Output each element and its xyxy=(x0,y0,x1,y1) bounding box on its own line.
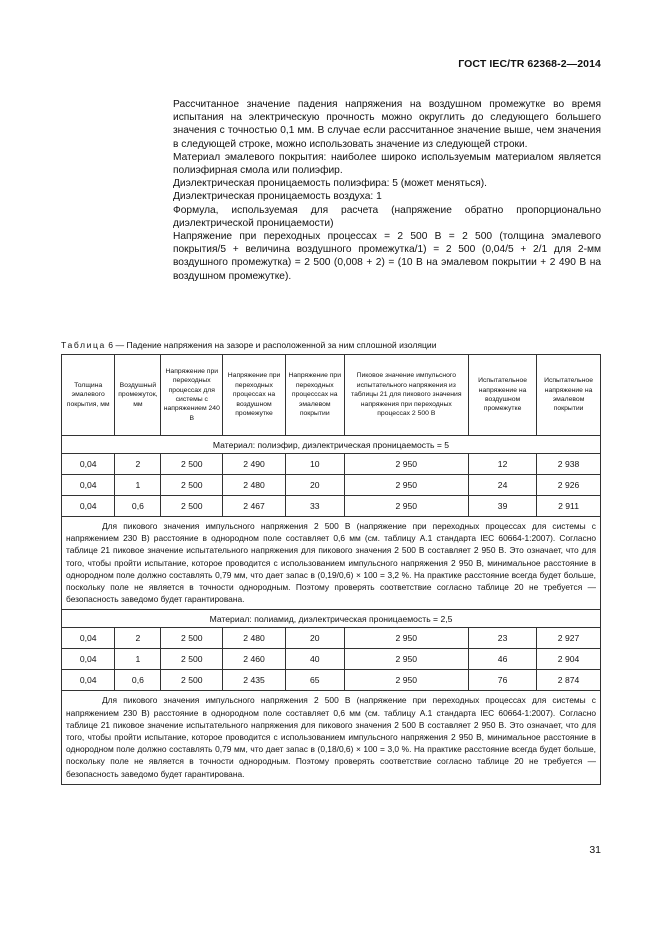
intro-paragraph: Диэлектрическая проницаемость полиэфира: 5 (может меняться). xyxy=(173,178,487,190)
voltage-drop-table xyxy=(61,354,601,785)
table-cell: 2 490 xyxy=(223,454,286,475)
material-row xyxy=(62,436,601,454)
table-cell: 0,04 xyxy=(62,628,115,649)
table-cell: 0,04 xyxy=(62,649,115,670)
table-header-row xyxy=(62,355,601,436)
table-row xyxy=(62,475,601,496)
table-caption-label: Таблица xyxy=(61,340,106,350)
note-row xyxy=(62,691,601,784)
material-row xyxy=(62,610,601,628)
col-header-air-gap: Воздушный промежуток, мм xyxy=(115,355,161,436)
table-cell: 2 950 xyxy=(344,649,469,670)
table-cell: 39 xyxy=(469,496,537,517)
table-cell: 0,04 xyxy=(62,475,115,496)
table-cell: 2 904 xyxy=(537,649,601,670)
table-caption-text: 6 — Падение напряжения на зазоре и расположенной за ним сплошной изоляции xyxy=(105,340,437,350)
table-cell: 40 xyxy=(285,649,344,670)
table-cell: 0,6 xyxy=(115,496,161,517)
table-cell: 2 500 xyxy=(161,475,223,496)
table-cell: 2 926 xyxy=(537,475,601,496)
col-header-test-voltage-gap: Испытательное напряжение на воздушном промежутке xyxy=(469,355,537,436)
table-note-text: Для пикового значения импульсного напряжения 2 500 В (напряжение при переходных процессах для системы с напряжением 230 В) расстояние в однородном поле составляет 0,6 мм (см. таблицу А.1 стандарта IEC 60664-1:2007). Согласно таблице 21 пиковое значение испытательного напряжения для пикового значения 2 500 В составляет 2 950 В. Это означает, что для того, чтобы пройти испытание, которое проводится с использованием импульсного напряжения 2 950 В, минимальное расстояние в однородном поле должно составлять 0,79 мм, что дает запас в (0,19/0,6) × 100 = 3,2 %. На практике расстояние всегда будет больше, поскольку поле не является в точности однородным. Поэтому проверять соответствие согласно таблице 20 не требуется — безопасность заведомо будет гарантирована. xyxy=(66,521,596,605)
table-cell: 2 480 xyxy=(223,628,286,649)
table-cell: 2 480 xyxy=(223,475,286,496)
table-cell: 1 xyxy=(115,475,161,496)
intro-text xyxy=(173,98,601,283)
table-cell: 2 435 xyxy=(223,670,286,691)
table-cell: 76 xyxy=(469,670,537,691)
table-cell: 2 927 xyxy=(537,628,601,649)
table-note-text: Для пикового значения импульсного напряжения 2 500 В (напряжение при переходных процессах для системы с напряжением 230 В) расстояние в однородном поле составляет 0,6 мм (см. таблицу А.1 стандарта IEC 60664-1:2007). Согласно таблице 21 пиковое значение испытательного напряжения для пикового значения 2 500 В составляет 2 950 В. Это означает, что для того, чтобы пройти испытание, которое проводится с использованием импульсного напряжения 2 950 В, минимальное расстояние в однородном поле должно составлять 0,79 мм, что дает запас в (0,18/0,6) × 100 = 3,0 %. На практике расстояние всегда будет больше, поскольку поле не является в точности однородным. Поэтому проверять соответствие согласно таблице 20 не требуется — безопасность заведомо будет гарантирована. xyxy=(66,695,596,779)
table-cell: 46 xyxy=(469,649,537,670)
table-note xyxy=(62,517,601,610)
intro-paragraph: Диэлектрическая проницаемость воздуха: 1 xyxy=(173,191,382,203)
table-cell: 24 xyxy=(469,475,537,496)
table-cell: 2 950 xyxy=(344,670,469,691)
document-code: ГОСТ IEC/TR 62368-2—2014 xyxy=(458,58,601,70)
table-cell: 0,6 xyxy=(115,670,161,691)
table-cell: 2 500 xyxy=(161,454,223,475)
table-row xyxy=(62,628,601,649)
table-cell: 2 460 xyxy=(223,649,286,670)
table-cell: 0,04 xyxy=(62,670,115,691)
table-cell: 2 950 xyxy=(344,454,469,475)
note-row xyxy=(62,517,601,610)
material-label: Материал: полиэфир, диэлектрическая проницаемость = 5 xyxy=(62,436,601,454)
table-cell: 2 500 xyxy=(161,649,223,670)
col-header-peak-test-voltage: Пиковое значение импульсного испытательного напряжения из таблицы 21 для пикового значения напряжения при переходных процессах 2 500 В xyxy=(344,355,469,436)
table-row xyxy=(62,454,601,475)
material-label: Материал: полиамид, диэлектрическая проницаемость = 2,5 xyxy=(62,610,601,628)
table-cell: 2 500 xyxy=(161,496,223,517)
table-cell: 20 xyxy=(285,628,344,649)
table-cell: 2 938 xyxy=(537,454,601,475)
table-cell: 2 500 xyxy=(161,628,223,649)
col-header-transient-on-gap: Напряжение при переходных процессах на воздушном промежутке xyxy=(223,355,286,436)
table-caption xyxy=(61,340,437,350)
table-row xyxy=(62,649,601,670)
table-cell: 2 500 xyxy=(161,670,223,691)
table-cell: 2 467 xyxy=(223,496,286,517)
table-cell: 0,04 xyxy=(62,496,115,517)
col-header-transient-on-enamel: Напряжение при переходных процесссах на эмалевом покрытии xyxy=(285,355,344,436)
table-cell: 2 911 xyxy=(537,496,601,517)
table-cell: 23 xyxy=(469,628,537,649)
table-cell: 2 xyxy=(115,628,161,649)
table-row xyxy=(62,670,601,691)
col-header-enamel-thickness: Толщина эмалевого покрытия, мм xyxy=(62,355,115,436)
table-cell: 0,04 xyxy=(62,454,115,475)
table-cell: 2 874 xyxy=(537,670,601,691)
table-cell: 33 xyxy=(285,496,344,517)
table-row xyxy=(62,496,601,517)
intro-paragraph: Напряжение при переходных процессах = 2 500 В = 2 500 (толщина эмалевого покрытия/5 + величина воздушного промежутка/1) = 2 500 (0,04/5 + 2/1 для 2-мм воздушного промежутка) = 2 500 (0,008 + 2) = (10 В на эмалевом покрытии + 2 490 В на воздушном промежутке). xyxy=(173,231,601,282)
table-cell: 1 xyxy=(115,649,161,670)
intro-paragraph: Материал эмалевого покрытия: наиболее широко используемым материалом является полиэфирная смола или полиэфир. xyxy=(173,151,601,177)
table-cell: 10 xyxy=(285,454,344,475)
table-cell: 12 xyxy=(469,454,537,475)
intro-paragraph: Формула, используемая для расчета (напряжение обратно пропорционально диэлектрической проницаемости) xyxy=(173,204,601,229)
col-header-test-voltage-enamel: Испытательное напряжение на эмалевом покрытии xyxy=(537,355,601,436)
intro-paragraph: Рассчитанное значение падения напряжения на воздушном промежутке во время испытания на электрическую прочность можно округлить до следующего большего значения с точностью 0,1 мм. В случае если рассчитанное значение выше, чем значения в следующей строке, можно использовать значение из следующей строки. xyxy=(173,99,601,150)
table-note xyxy=(62,691,601,784)
table-cell: 65 xyxy=(285,670,344,691)
table-cell: 2 950 xyxy=(344,475,469,496)
table-cell: 2 950 xyxy=(344,496,469,517)
page-number: 31 xyxy=(589,844,601,856)
table-cell: 2 xyxy=(115,454,161,475)
table-cell: 2 950 xyxy=(344,628,469,649)
col-header-transient-voltage: Напряжение при переходных процессах для системы с напряжением 240 В xyxy=(161,355,223,436)
table-cell: 20 xyxy=(285,475,344,496)
